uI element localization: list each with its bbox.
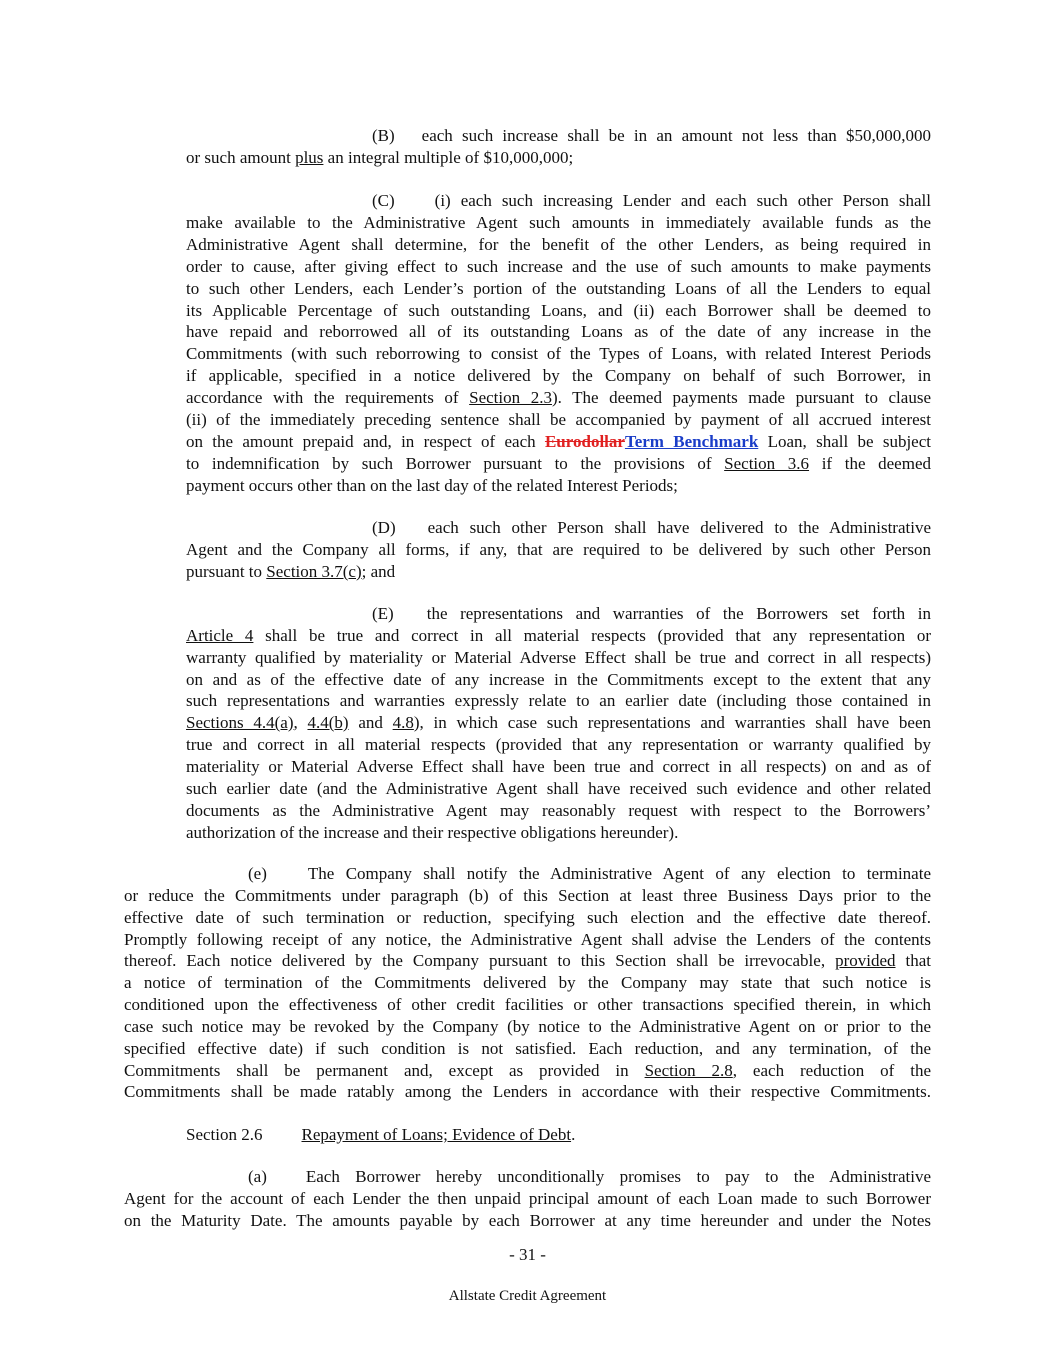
clause-e-upper-line-1: (E) the representations and warranties of the Borrowers set forth in [372, 604, 931, 623]
clause-e-upper-line-6: Sections 4.4(a), 4.4(b) and 4.8), in which case such representations and warranties shall have been [186, 713, 931, 732]
article-4-link[interactable]: Article 4 [186, 626, 254, 645]
clause-e-upper-line-10: documents as the Administrative Agent may reasonably request with respect to the Borrowers’ [186, 801, 931, 820]
clause-c-line-5: to such other Lenders, each Lender’s portion of the outstanding Loans of all the Lenders to equal [186, 279, 931, 298]
clause-a-line-3: on the Maturity Date. The amounts payable by each Borrower at any time hereunder and under the Notes [124, 1211, 931, 1230]
clause-e-upper-line-8: materiality or Material Adverse Effect shall have been true and correct in all respects) on and as of [186, 757, 931, 776]
clause-d-label: (D) [372, 518, 396, 537]
clause-c-label: (C) [372, 191, 395, 210]
deleted-text-eurodollar: Eurodollar [544, 432, 625, 451]
clause-e-lower-line-8: case such notice may be revoked by the Company (by notice to the Administrative Agent on or prior to the [124, 1017, 931, 1036]
clause-e-lower-line-2: or reduce the Commitments under paragraph (b) of this Section at least three Business Days prior to the [124, 886, 931, 905]
clause-d-line-1: (D) each such other Person shall have delivered to the Administrative [372, 518, 931, 537]
clause-b-line-1: (B) each such increase shall be in an amount not less than $50,000,000 [372, 126, 931, 145]
clause-e-lower-label: (e) [248, 864, 267, 883]
clause-d-line-3: pursuant to Section 3.7(c); and [186, 562, 396, 581]
section-2-6-heading: Section 2.6 Repayment of Loans; Evidence of Debt. [186, 1125, 576, 1144]
clause-e-upper-line-7: true and correct in all material respects (provided that any representation or warranty qualified by [186, 735, 931, 754]
clause-a-line-2: Agent for the account of each Lender the then unpaid principal amount of each Loan made to such Borrower [124, 1189, 931, 1208]
clause-c-line-13: to indemnification by such Borrower pursuant to the provisions of Section 3.6 if the deemed [186, 454, 931, 473]
clause-c-line-9: if applicable, specified in a notice delivered by the Company on behalf of such Borrower, in [186, 366, 931, 385]
clause-e-upper-line-9: such earlier date (and the Administrative Agent shall have received such evidence and other related [186, 779, 931, 798]
document-footer: Allstate Credit Agreement [448, 1288, 607, 1304]
clause-e-lower-line-7: conditioned upon the effectiveness of other credit facilities or other transactions specified therein, in which [124, 995, 931, 1014]
clause-e-lower-line-5: thereof. Each notice delivered by the Company pursuant to this Section shall be irrevocable, provided that [124, 951, 931, 970]
clause-e-upper-line-11: authorization of the increase and their respective obligations hereunder). [186, 823, 679, 842]
clause-e-lower-line-9: specified effective date) if such condition is not satisfied. Each reduction, and any termination, of the [124, 1039, 931, 1058]
section-4-4b-link[interactable]: 4.4(b) [307, 713, 349, 732]
clause-e-lower-line-10: Commitments shall be permanent and, except as provided in Section 2.8, each reduction of the [124, 1061, 931, 1080]
clause-c-line-6: its Applicable Percentage of such outstanding Loans, and (ii) each Borrower shall be deemed to [186, 301, 931, 320]
plus-emphasis: plus [295, 148, 324, 167]
section-3-6-link[interactable]: Section 3.6 [724, 454, 810, 473]
section-4-8-link[interactable]: 4.8 [392, 713, 414, 732]
clause-e-lower-line-6: a notice of termination of the Commitments delivered by the Company may state that such notice is [124, 973, 931, 992]
clause-a-label: (a) [248, 1167, 267, 1186]
provided-emphasis: provided [835, 951, 896, 970]
clause-e-lower-line-4: Promptly following receipt of any notice, the Administrative Agent shall advise the Lenders of the contents [124, 930, 931, 949]
clause-c-line-10: accordance with the requirements of Section 2.3). The deemed payments made pursuant to clause [186, 388, 931, 407]
clause-c-line-12: on the amount prepaid and, in respect of each EurodollarTerm Benchmark Loan, shall be subject [186, 432, 931, 451]
inserted-text-term-benchmark: Term Benchmark [624, 432, 759, 451]
clause-c-line-1: (C) (i) each such increasing Lender and each such other Person shall [372, 191, 931, 210]
section-4-4a-link[interactable]: Sections 4.4(a) [186, 713, 294, 732]
clause-c-line-2: make available to the Administrative Agent such amounts in immediately available funds as the [186, 213, 931, 232]
clause-c-line-14: payment occurs other than on the last day of the related Interest Periods; [186, 476, 678, 495]
clause-d-line-2: Agent and the Company all forms, if any, that are required to be delivered by such other Person [186, 540, 931, 559]
clause-b-line-2: or such amount plus an integral multiple of $10,000,000; [186, 148, 574, 167]
clause-e-upper-line-3: warranty qualified by materiality or Material Adverse Effect shall be true and correct in all respects) [186, 648, 931, 667]
clause-c-line-7: have repaid and reborrowed all of its outstanding Loans as of the date of any increase in the [186, 322, 931, 341]
clause-e-lower-line-1: (e) The Company shall notify the Administrative Agent of any election to terminate [248, 864, 931, 883]
clause-e-lower-line-11: Commitments shall be made ratably among the Lenders in accordance with their respective Commitments. [124, 1082, 931, 1101]
clause-c-line-8: Commitments (with such reborrowing to consist of the Types of Loans, with related Interest Periods [186, 344, 931, 363]
clause-e-lower-line-3: effective date of such termination or reduction, specifying such election and the effective date thereof. [124, 908, 931, 927]
section-title: Repayment of Loans; Evidence of Debt [301, 1125, 572, 1144]
clause-e-upper-line-5: such representations and warranties expressly relate to an earlier date (including those contained in [186, 691, 931, 710]
section-number: Section 2.6 [186, 1125, 263, 1144]
section-2-3-link[interactable]: Section 2.3 [469, 388, 552, 407]
clause-c-line-4: order to cause, after giving effect to such increase and the use of such amounts to make payments [186, 257, 931, 276]
section-3-7c-link[interactable]: Section 3.7(c) [266, 562, 362, 581]
page-number: - 31 - [509, 1245, 546, 1264]
section-2-8-link[interactable]: Section 2.8 [644, 1061, 733, 1080]
clause-c-line-3: Administrative Agent shall determine, for the benefit of the other Lenders, as being required in [186, 235, 931, 254]
clause-e-upper-label: (E) [372, 604, 394, 623]
clause-c-line-11: (ii) of the immediately preceding sentence shall be accompanied by payment of all accrued interest [186, 410, 931, 429]
clause-e-upper-line-4: on and as of the effective date of any increase in the Commitments except to the extent that any [186, 670, 931, 689]
clause-a-line-1: (a) Each Borrower hereby unconditionally promises to pay to the Administrative [248, 1167, 931, 1186]
clause-b-label: (B) [372, 126, 395, 145]
clause-e-upper-line-2: Article 4 shall be true and correct in all material respects (provided that any representation or [186, 626, 931, 645]
